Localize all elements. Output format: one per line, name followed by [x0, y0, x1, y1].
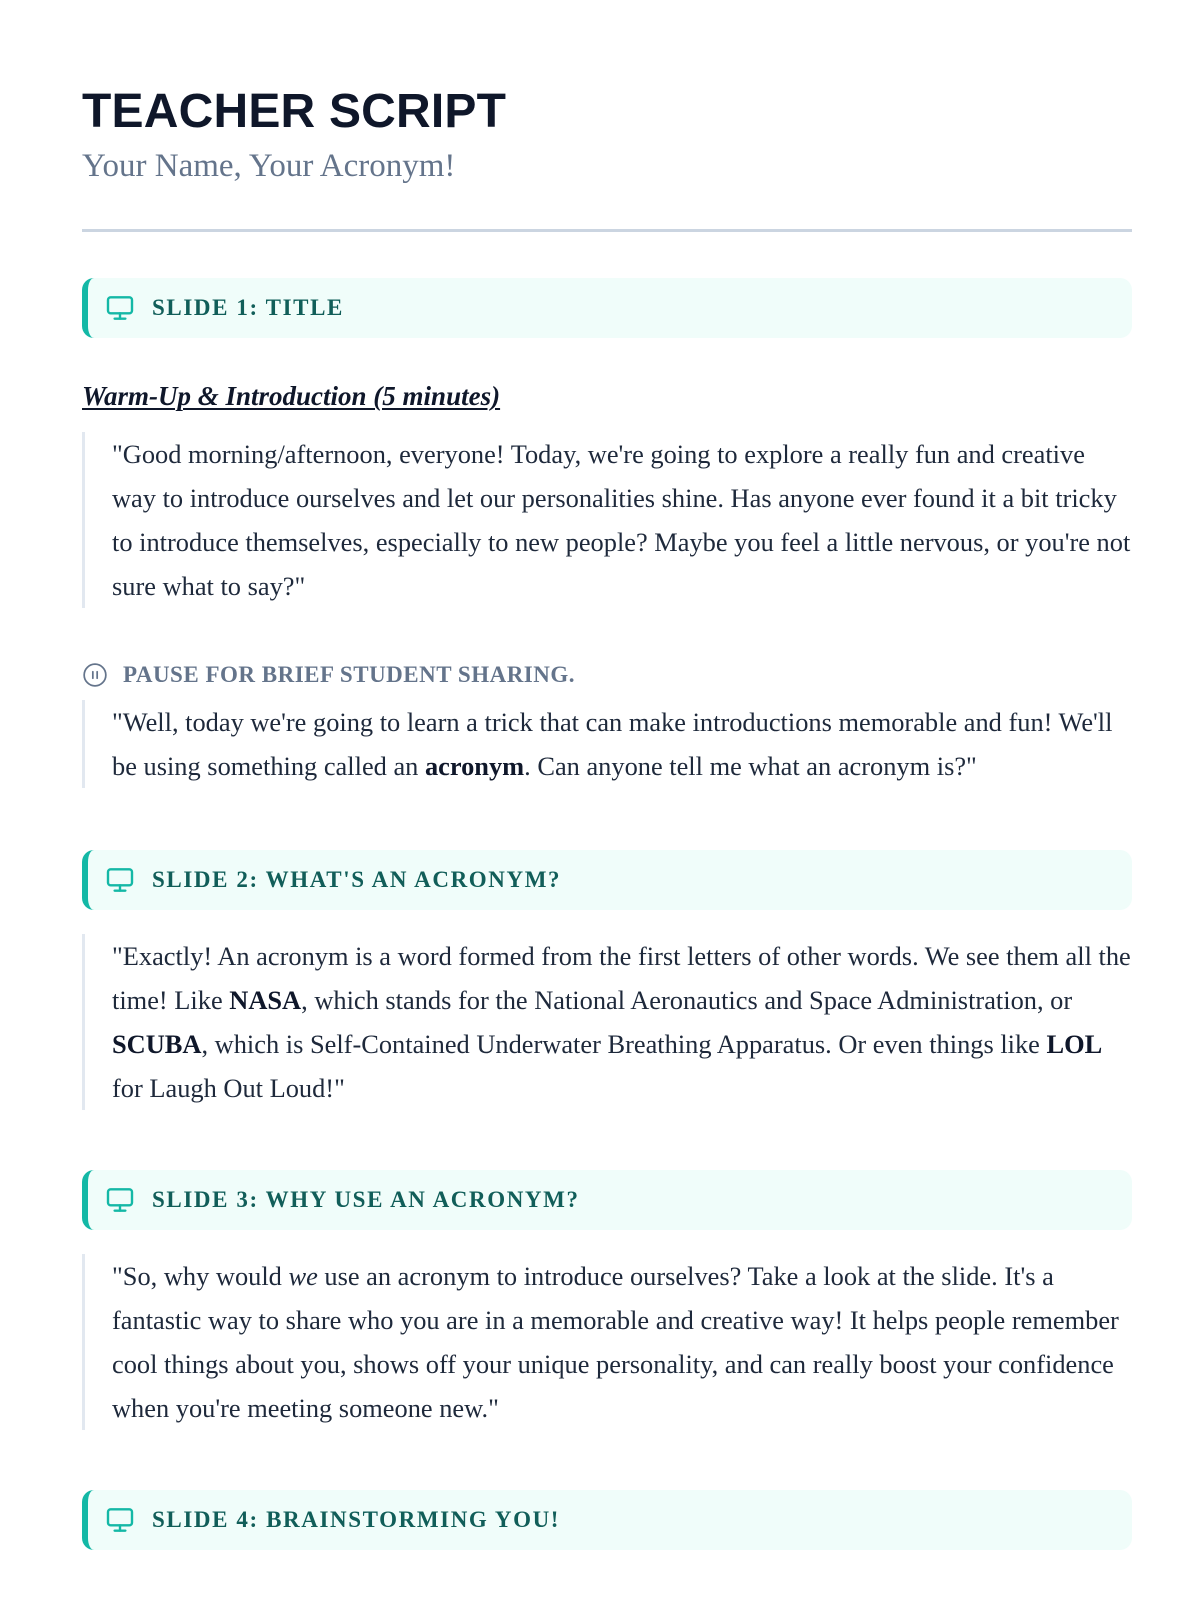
monitor-icon: [104, 1504, 136, 1536]
quote-3-text-b: , which stands for the National Aeronautics and Space Administration, or: [301, 985, 1073, 1015]
script-quote-1: "Good morning/afternoon, everyone! Today, we're going to explore a really fun and creative way to introduce ourselves and let our personalities shine. Has anyone ever found it a bit tricky to introduce themselves, especially to new people? Maybe you feel a little nervous, or you're not sure what to say?": [82, 432, 1132, 608]
monitor-icon: [104, 1184, 136, 1216]
slide-3-header: [82, 1170, 1132, 1230]
emphasis-we: we: [288, 1261, 318, 1291]
section-heading-warm-up: Warm-Up & Introduction (5 minutes): [82, 381, 501, 411]
script-quote-4: [82, 1254, 1132, 1430]
quote-3-text-c: , which is Self-Contained Underwater Breathing Apparatus. Or even things like: [201, 1029, 1047, 1059]
page-title: TEACHER SCRIPT: [82, 85, 507, 138]
monitor-icon: [104, 292, 136, 324]
keyword-acronym: acronym: [424, 751, 525, 781]
slide-2-label: SLIDE 2: WHAT'S AN ACRONYM?: [152, 867, 562, 892]
script-quote-3: [82, 934, 1132, 1110]
pause-text: PAUSE FOR BRIEF STUDENT SHARING.: [123, 662, 576, 687]
slide-1-header: [82, 278, 1132, 338]
slide-2-header: [82, 850, 1132, 910]
pause-circle-icon: [82, 662, 108, 688]
script-quote-2: [82, 700, 1132, 788]
pause-instruction: [82, 662, 575, 688]
slide-3-label: SLIDE 3: WHY USE AN ACRONYM?: [152, 1187, 580, 1212]
slide-4-label: SLIDE 4: BRAINSTORMING YOU!: [152, 1507, 561, 1532]
slide-1-label: SLIDE 1: TITLE: [152, 295, 344, 320]
header-divider: [82, 229, 1132, 232]
keyword-lol: LOL: [1046, 1029, 1103, 1059]
quote-2-text-b: . Can anyone tell me what an acronym is?": [524, 751, 977, 781]
keyword-scuba: SCUBA: [112, 1029, 202, 1059]
quote-3-text-a: "Exactly! An acronym is a word formed from the first letters of other words. We see them all the time! Like: [112, 941, 1131, 1015]
quote-2-text-a: "Well, today we're going to learn a trick that can make introductions memorable and fun! We'll be using something called an: [112, 707, 1113, 781]
quote-4-text-a: "So, why would: [112, 1261, 289, 1291]
monitor-icon: [104, 864, 136, 896]
quote-4-text-b: use an acronym to introduce ourselves? Take a look at the slide. It's a fantastic way to share who you are in a memorable and creative way! It helps people remember cool things about you, shows off your unique personality, and can really boost your confidence when you're meeting someone new.": [112, 1261, 1119, 1423]
quote-3-text-d: for Laugh Out Loud!": [112, 1073, 345, 1103]
page-subtitle: Your Name, Your Acronym!: [82, 148, 456, 184]
keyword-nasa: NASA: [229, 985, 302, 1015]
slide-4-header: [82, 1490, 1132, 1550]
